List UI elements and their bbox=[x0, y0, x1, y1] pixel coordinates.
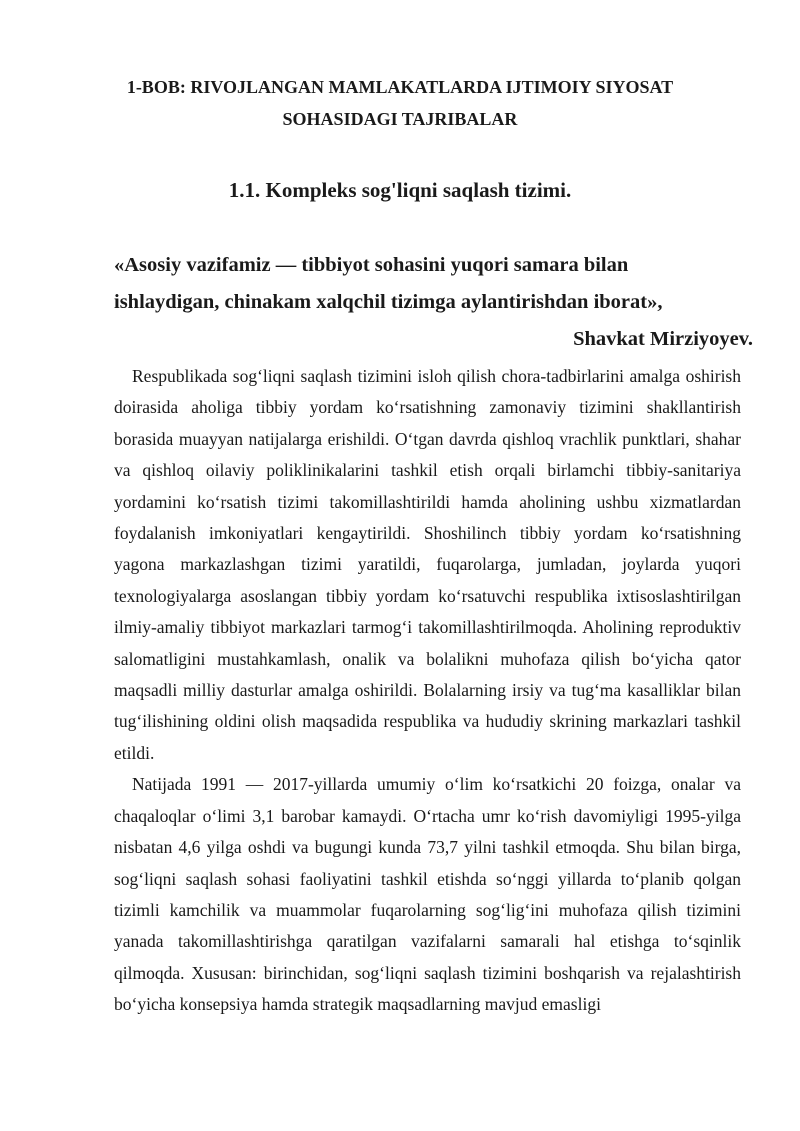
paragraph: Natijada 1991 — 2017-yillarda umumiy o‘lim ko‘rsatkichi 20 foizga, onalar va chaqaloqlar o‘limi 3,1 barobar kamaydi. O‘rtacha umr ko‘rish davomiyligi 1995-yilga nisbatan 4,6 yilga oshdi va bugungi kunda 73,7 yilni tashkil etmoqda. Shu bilan birga, sog‘liqni saqlash sohasi faoliyatini tashkil etishda so‘nggi yillarda to‘planib qolgan tizimli kamchilik va muammolar fuqarolarning sog‘lig‘ini muhofaza qilish tizimini yanada takomillashtirishga qaratilgan vazifalarni samarali hal etishga to‘sqinlik qilmoqda. Xususan: birinchidan, sog‘liqni saqlash tizimini boshqarish va rejalashtirish bo‘yicha konsepsiya hamda strategik maqsadlarning mavjud emasligi bbox=[114, 774, 741, 1015]
section-title: 1.1. Kompleks sog'liqni saqlash tizimi. bbox=[228, 178, 572, 202]
epigraph-author: Shavkat Mirziyoyev. bbox=[573, 328, 753, 350]
chapter-title-line-1: 1-BOB: RIVOJLANGAN MAMLAKATLARDA IJTIMOIY SIYOSAT bbox=[126, 77, 674, 97]
chapter-title bbox=[110, 71, 690, 135]
epigraph bbox=[114, 247, 754, 358]
body-text bbox=[114, 361, 741, 1021]
paragraph: Respublikada sog‘liqni saqlash tizimini isloh qilish chora-tadbirlarini amalga oshirish doirasida aholiga tibbiy yordam ko‘rsatishning zamonaviy tizimini shakllantirish borasida muayyan natijalarga erishildi. O‘tgan davrda qishloq vrachlik punktlari, shahar va qishloq oilaviy poliklinikalarini tashkil etish orqali birlamchi tibbiy-sanitariya yordamini ko‘rsatish tizimi takomillashtirildi hamda aholining ushbu xizmatlardan foydalanish imkoniyatlari kengaytirildi. Shoshilinch tibbiy yordam ko‘rsatishning yagona markazlashgan tizimi yaratildi, fuqarolarga, jumladan, joylarda yuqori texnologiyalarga asoslangan tibbiy yordam ko‘rsatuvchi respublika ixtisoslashtirilgan ilmiy-amaliy tibbiyot markazlari tarmog‘i takomillashtirilmoqda. Aholining reproduktiv salomatligini mustahkamlash, onalik va bolalikni muhofaza qilish bo‘yicha qator maqsadli milliy dasturlar amalga oshirildi. Bolalarning irsiy va tug‘ma kasalliklar bilan tug‘ilishining oldini olish maqsadida respublika va hududiy skrining markazlari tashkil etildi. bbox=[114, 366, 741, 763]
chapter-title-line-2: SOHASIDAGI TAJRIBALAR bbox=[282, 109, 518, 129]
epigraph-text: «Asosiy vazifamiz — tibbiyot sohasini yuqori samara bilan ishlaydigan, chinakam xalqchil tizimga aylantirishdan iborat», bbox=[114, 254, 663, 313]
